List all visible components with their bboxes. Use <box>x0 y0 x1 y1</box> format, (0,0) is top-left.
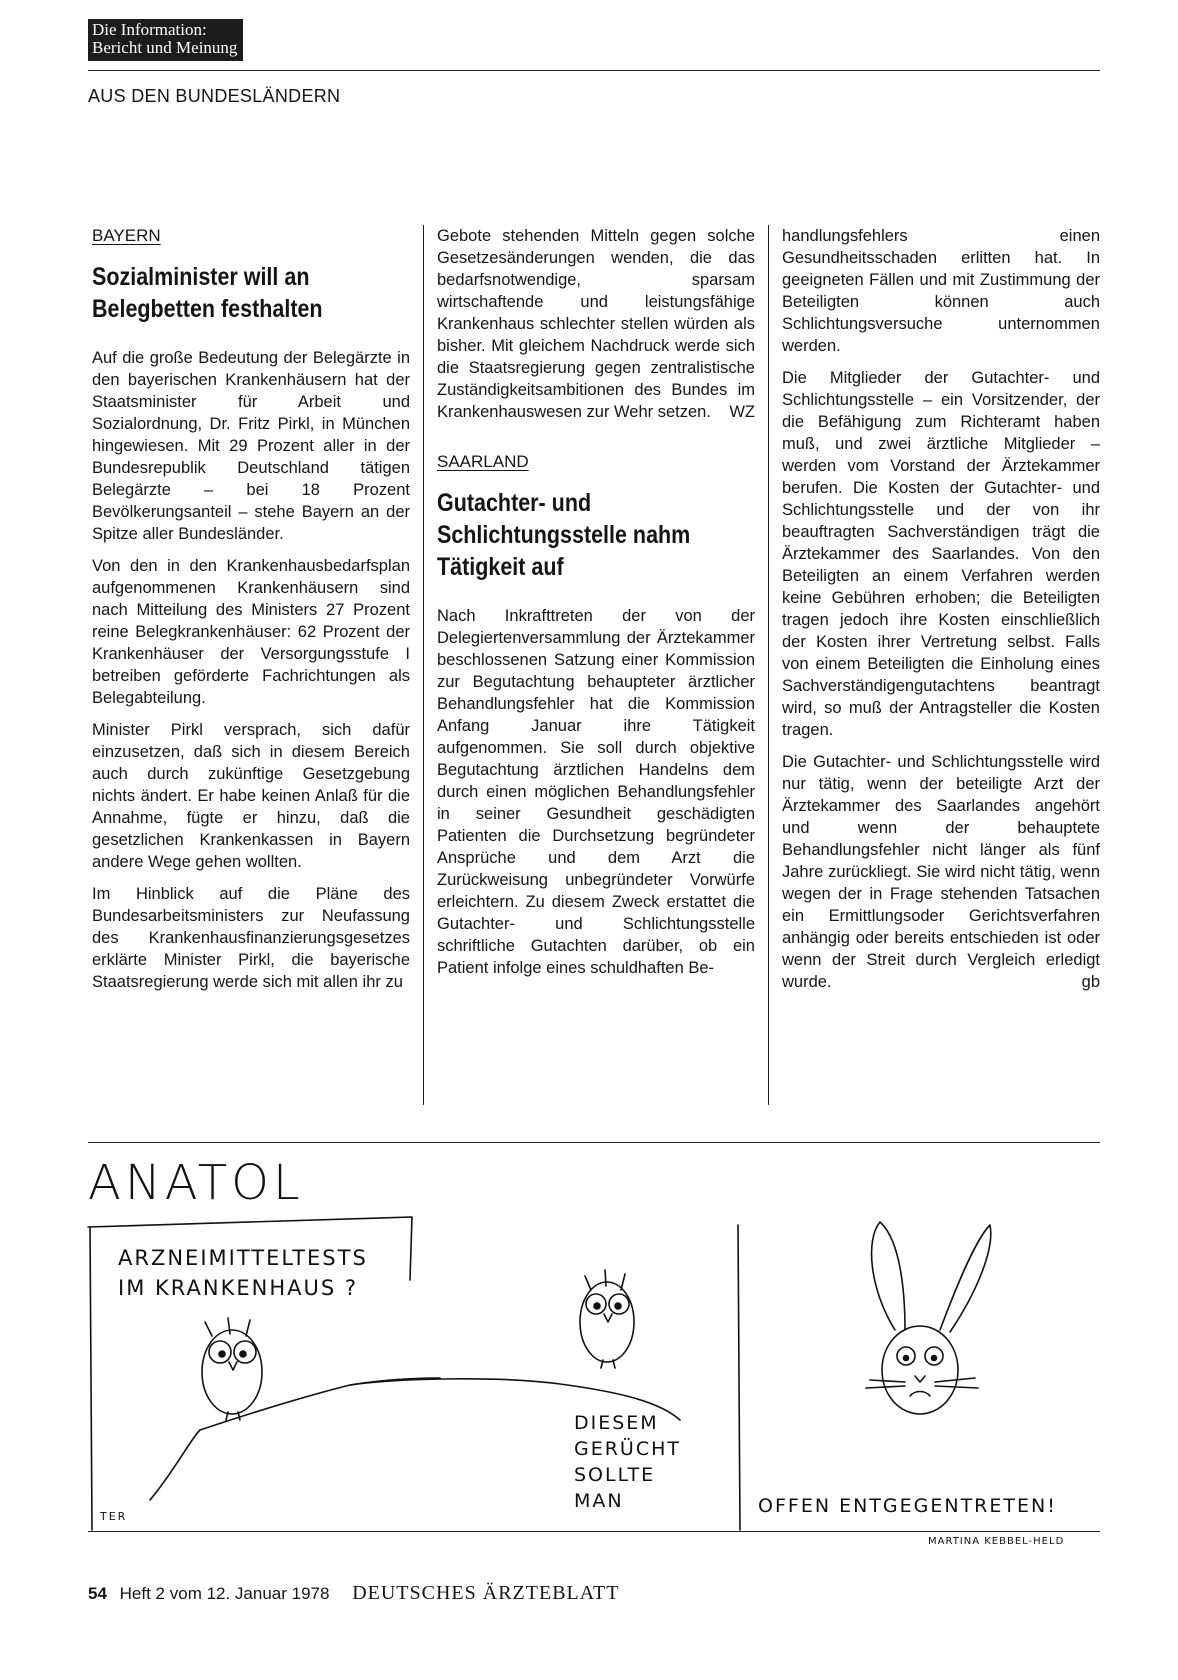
article-1-kicker: BAYERN <box>92 226 161 245</box>
article-1-signature: WZ <box>729 403 755 421</box>
article-2-paragraph: Die Gutachter- und Schlichtungsstelle wird nur tätig, wenn der beteiligte Arzt der Ärztekammer des Saarlandes angehört und wenn der behauptete Behandlungsfehler nicht länger als fünf Jahre zurückliegt. Sie wird nicht tätig, wenn wegen der in Frage stehenden Tatsachen ein Ermittlungsoder Gerichtsverfahren anhängig oder bereits entschieden ist oder wenn der Streit durch Vergleich erledigt wurde. gb <box>782 753 1100 991</box>
owl-left-icon <box>202 1318 262 1420</box>
masthead-line-1: Die Information: <box>92 20 207 39</box>
comic-bottom-rule <box>88 1531 1100 1532</box>
masthead <box>88 19 243 61</box>
article-1-paragraph: Im Hinblick auf die Pläne des Bundesarbeitsministers zur Neufassung des Krankenhausfinanzierungsgesetzes erklärte Minister Pirkl, die bayerische Staatsregierung werde sich mit allen ihr zu <box>92 885 410 991</box>
article-1-continuation: Gebote stehenden Mitteln gegen solche Gesetzesänderungen wenden, die das bedarfsnotwendige, sparsam wirtschaftende und leistungsfähige Krankenhaus schlechter stellen würden als bisher. Mit gleichem Nachdruck werde sich die Staatsregierung gegen zentralistische Zuständigkeitsambitionen des Bundes im Krankenhauswesen zur Wehr setzen. WZ <box>437 227 755 421</box>
column-divider-2 <box>768 225 769 1105</box>
comic-top-rule <box>88 1142 1100 1143</box>
article-2-paragraph: handlungsfehlers einen Gesundheitsschaden erlitten hat. In geeigneten Fällen und mit Zustimmung der Beteiligten können auch Schlichtungsversuche unternommen werden. <box>782 227 1100 355</box>
article-1-headline: Sozialminister will an Belegbetten festhalten <box>92 263 323 323</box>
rabbit-icon <box>866 1222 991 1414</box>
article-2-kicker: SAARLAND <box>437 452 529 471</box>
comic-title: ANATOL <box>88 1155 304 1211</box>
panel-1-initials: TER <box>100 1510 128 1523</box>
panel-3-speech: OFFEN ENTGEGENTRETEN! <box>758 1495 1057 1517</box>
panel-1-line-2: IM KRANKENHAUS ? <box>118 1276 359 1300</box>
article-1-paragraph: Auf die große Bedeutung der Belegärzte in den bayerischen Krankenhäusern hat der Staatsminister für Arbeit und Sozialordnung, Dr. Fritz Pirkl, in München hingewiesen. Mit 29 Prozent aller in der Bundesrepublik Deutschland tätigen Belegärzte – bei 18 Prozent Bevölkerungsanteil – stehe Bayern an der Spitze aller Bundesländer. <box>92 349 410 543</box>
panel-1-line-1: ARZNEIMITTELTESTS <box>118 1246 368 1270</box>
panel-2-line-3: SOLLTE <box>574 1464 656 1486</box>
panel-divider-1 <box>738 1225 740 1530</box>
panel-2-speech <box>574 1410 681 1514</box>
journal-name: DEUTSCHES ÄRZTEBLATT <box>352 1582 620 1604</box>
column-2 <box>437 225 755 979</box>
masthead-line-2: Bericht und Meinung <box>92 38 238 57</box>
column-3 <box>782 225 1100 993</box>
header-rule <box>88 70 1100 71</box>
section-title: AUS DEN BUNDESLÄNDERN <box>88 86 341 106</box>
page-number: 54 <box>88 1584 107 1603</box>
article-2-signature: gb <box>1081 973 1100 991</box>
column-1 <box>92 225 410 993</box>
column-divider-1 <box>423 225 424 1105</box>
article-2-headline: Gutachter- und Schlichtungsstelle nahm Tätigkeit auf <box>437 489 691 581</box>
article-2-paragraph: Nach Inkrafttreten der von der Delegiertenversammlung der Ärztekammer beschlossenen Satzung einer Kommission zur Begutachtung behaupteter ärztlicher Behandlungsfehler hat die Kommission Anfang Januar ihre Tätigkeit aufgenommen. Sie soll durch objektive Begutachtung ärztlichen Handelns dem durch einen möglichen Behandlungsfehler in seiner Gesundheit geschädigten Patienten die Durchsetzung begründeter Ansprüche und dem Arzt die Zurückweisung unbegründeter Vorwürfe erleichtern. Zu diesem Zweck erstattet die Gutachter- und Schlichtungsstelle schriftliche Gutachten darüber, ob ein Patient infolge eines schuldhaften Be- <box>437 607 755 977</box>
panel-1-speech <box>118 1243 368 1303</box>
comic-credit: MARTINA KEBBEL-HELD <box>928 1536 1065 1547</box>
panel-2-line-4: MAN <box>574 1490 624 1512</box>
article-1-paragraph: Von den in den Krankenhausbedarfsplan aufgenommenen Krankenhäusern sind nach Mitteilung des Ministers 27 Prozent reine Belegkrankenhäuser: 62 Prozent der Krankenhäuser der Versorgungsstufe I betreiben geförderte Fachrichtungen als Belegabteilung. <box>92 557 410 707</box>
article-1-paragraph: Minister Pirkl versprach, sich dafür einzusetzen, daß sich in diesem Bereich auch durch zukünftige Gesetzgebung nichts ändert. Er habe keinen Anlaß für die Annahme, fügte er hinzu, daß die gesetzlichen Krankenkassen in Bayern andere Wege gehen wollten. <box>92 721 410 871</box>
issue-info: Heft 2 vom 12. Januar 1978 <box>119 1584 330 1603</box>
panel-2-line-2: GERÜCHT <box>574 1438 681 1460</box>
owl-middle-icon <box>580 1270 634 1368</box>
article-2-paragraph: Die Mitglieder der Gutachter- und Schlichtungsstelle – ein Vorsitzender, der die Befähigung zum Richteramt haben muß, und zwei ärztliche Mitglieder – werden vom Vorstand der Ärztekammer berufen. Die Kosten der Gutachter- und Schlichtungsstelle und der von ihr beauftragten Sachverständigen trägt die Ärztekammer des Saarlandes. Von den Beteiligten an einem Verfahren werden keine Gebühren erhoben; die Beteiligten tragen jedoch ihre Kosten einschließlich der Kosten ihrer Vertretung selbst. Falls von einem Beteiligten die Einholung eines Sachverständigengutachtens beantragt wird, so muß der Antragsteller die Kosten tragen. <box>782 369 1100 739</box>
page-footer <box>88 1582 619 1605</box>
panel-2-line-1: DIESEM <box>574 1412 659 1434</box>
